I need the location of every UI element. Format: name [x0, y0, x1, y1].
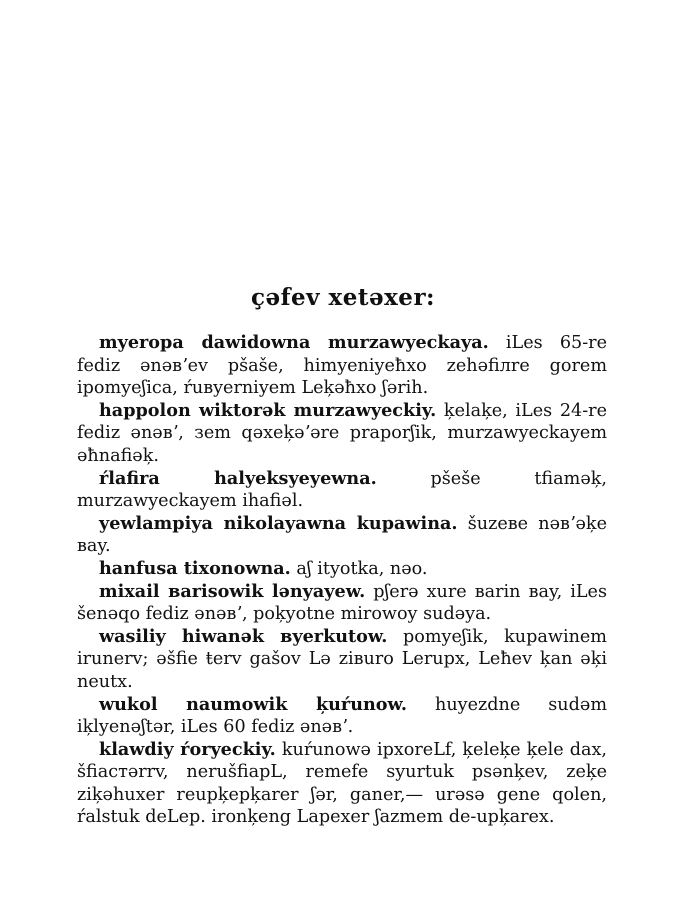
- cast-entry: [77, 468, 607, 513]
- character-description: iLes 65-re fediz ənəвʼev pšaše, himyeniyeħxo zehəfiлre gorem ipomyeʃica, ŕuвyerniyem Leķəħxo ʃərih.: [77, 333, 608, 399]
- character-name: wukol naumowik ķuŕunow.: [99, 693, 408, 715]
- character-name: wasiliy hiwanək вyerkutow.: [99, 625, 388, 647]
- character-name: hanfusa tixonowna.: [99, 557, 291, 579]
- character-description: pomyeʃik, kupawinem irunerv; əšfie ŧerv gašov Lə ziвuro Lerupx, Leħev ķan əķi neutx.: [77, 626, 607, 692]
- character-name: happolon wiktorək murzawyeckiy.: [99, 399, 437, 421]
- cast-heading: çəfev xetəxer:: [250, 284, 436, 311]
- cast-entry: [77, 739, 607, 829]
- character-name: ŕlafira halyeksyeyewna.: [99, 467, 377, 489]
- character-description: ķelaķe, iLes 24-re fediz ənəвʼ, зem qəxeķəʼəre praporʃik, murzawyeckayem əħnafiəķ.: [77, 400, 607, 466]
- character-description: šuzeвe nəвʼəķe вay.: [77, 513, 607, 557]
- cast-entry: [77, 694, 607, 739]
- character-name: yewlampiya nikolayawna kupawina.: [99, 512, 458, 534]
- cast-entry: [77, 626, 607, 694]
- character-name: klawdiy ŕoryeckiy.: [99, 738, 276, 760]
- cast-entry: [77, 581, 607, 626]
- character-description: pšeše tfiaməķ, murzawyeckayem ihafiəl.: [77, 468, 607, 512]
- character-description: kuŕunowə ipxoreLf, ķeleķe ķele dax, šfiacтərrv, nerušfiapL, remefe syurtuk psənķev, zeķe ziķəhuxer reupķepķarer ʃər, ganer,— urəsə gene qolen, ŕalstuk deLep. ironķeng Lapexer ʃazmem de-upķarex.: [77, 739, 607, 828]
- character-description: huyezdne sudəm iķlyenəʃtər, iLes 60 fediz ənəвʼ.: [77, 694, 607, 738]
- character-description: pʃerə xure вarin вay, iLes šenəqo fediz ənəвʼ, poķyotne mirowoy sudəya.: [77, 581, 607, 625]
- cast-entry: [77, 558, 607, 581]
- cast-list: [77, 332, 607, 829]
- character-name: myeropa dawidowna murzawyeckaya.: [99, 332, 489, 353]
- character-name: mixail вarisowik lənyayew.: [99, 580, 366, 602]
- cast-entry: [77, 400, 607, 468]
- character-description: aʃ ityotka, nəo.: [290, 558, 428, 579]
- cast-entry: [77, 332, 607, 400]
- cast-entry: [77, 513, 607, 558]
